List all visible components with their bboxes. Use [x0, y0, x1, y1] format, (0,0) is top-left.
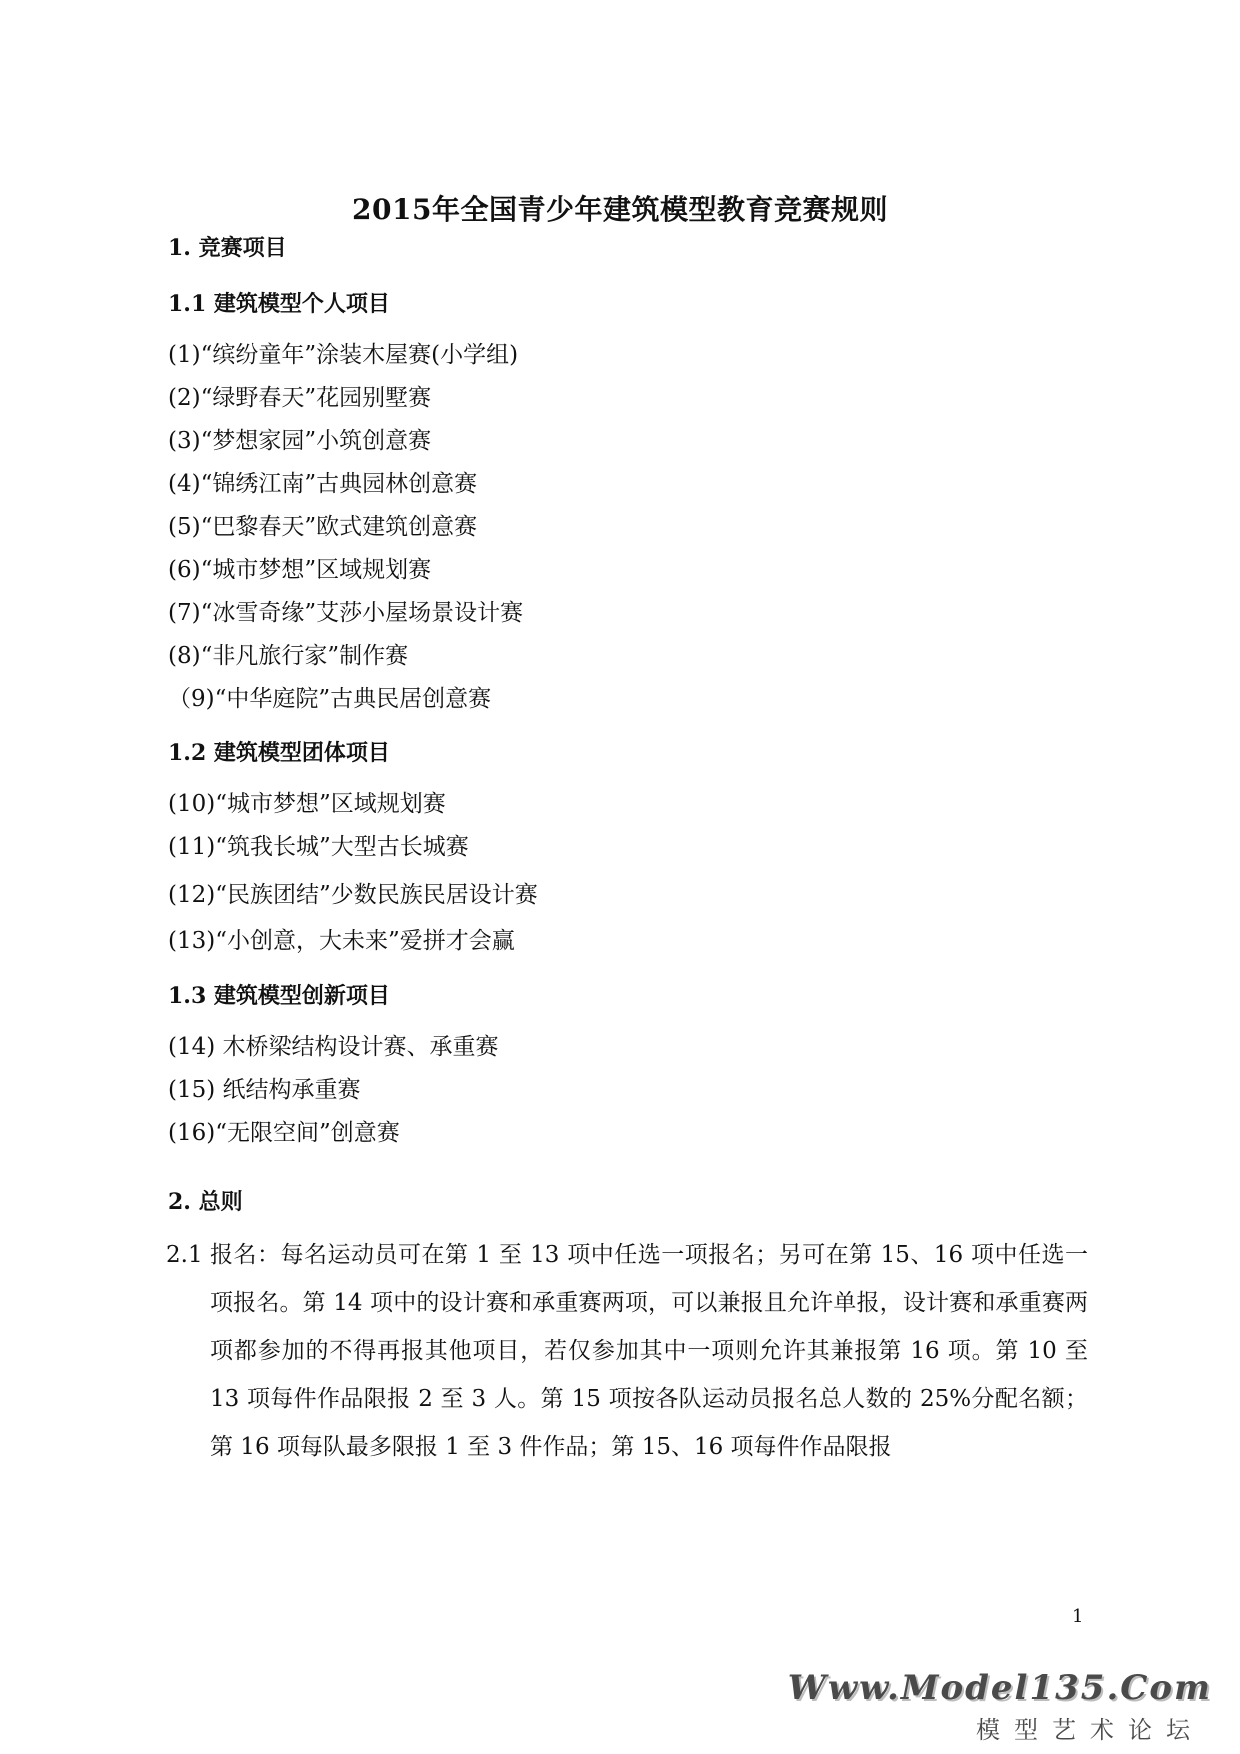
list-item: (11)“筑我长城”大型古长城赛 [168, 834, 469, 860]
list-item: （9)“中华庭院”古典民居创意赛 [168, 686, 492, 712]
watermark-url: Www.Model135.Com [787, 1668, 1212, 1708]
document-title: 2015年全国青少年建筑模型教育竞赛规则 [352, 193, 888, 226]
list-item: (2)“绿野春天”花园别墅赛 [168, 385, 432, 411]
paragraph-number: 2.1 [166, 1242, 203, 1268]
list-item: (10)“城市梦想”区域规划赛 [168, 791, 446, 817]
paragraph-2-1 [168, 1231, 1088, 1471]
list-item: (4)“锦绣江南”古典园林创意赛 [168, 471, 478, 497]
list-item: (8)“非凡旅行家”制作赛 [168, 643, 409, 669]
watermark-subtitle: 模型艺术论坛 [976, 1716, 1204, 1744]
list-item: (16)“无限空间”创意赛 [168, 1120, 400, 1146]
section-heading: 1.1 建筑模型个人项目 [168, 291, 390, 317]
list-item: (12)“民族团结”少数民族民居设计赛 [168, 882, 538, 908]
page-number: 1 [1072, 1606, 1084, 1627]
list-item: (5)“巴黎春天”欧式建筑创意赛 [168, 514, 478, 540]
section-heading: 1.3 建筑模型创新项目 [168, 983, 390, 1009]
section-heading: 1. 竞赛项目 [168, 235, 287, 261]
paragraph-text: 报名：每名运动员可在第 1 至 13 项中任选一项报名；另可在第 15、16 项中任选一项报名。第 14 项中的设计赛和承重赛两项，可以兼报且允许单报，设计赛和承重赛两项都参加的不得再报其他项目，若仅参加其中一项则允许其兼报第 16 项。第 10 至 13 项每件作品限报 2 至 3 人。第 15 项按各队运动员报名总人数的 25%分配名额；第 16 项每队最多限报 1 至 3 件作品；第 15、16 项每件作品限报 [210, 1242, 1088, 1460]
list-item: (13)“小创意，大未来”爱拼才会赢 [168, 928, 515, 954]
section-heading: 2. 总则 [168, 1189, 243, 1215]
list-item: (7)“冰雪奇缘”艾莎小屋场景设计赛 [168, 600, 524, 626]
list-item: (3)“梦想家园”小筑创意赛 [168, 428, 432, 454]
list-item: (15) 纸结构承重赛 [168, 1077, 361, 1103]
list-item: (1)“缤纷童年”涂装木屋赛(小学组) [168, 342, 519, 368]
section-heading: 1.2 建筑模型团体项目 [168, 740, 390, 766]
list-item: (14) 木桥梁结构设计赛、承重赛 [168, 1034, 499, 1060]
watermark-logo [788, 1668, 1212, 1745]
list-item: (6)“城市梦想”区域规划赛 [168, 557, 432, 583]
